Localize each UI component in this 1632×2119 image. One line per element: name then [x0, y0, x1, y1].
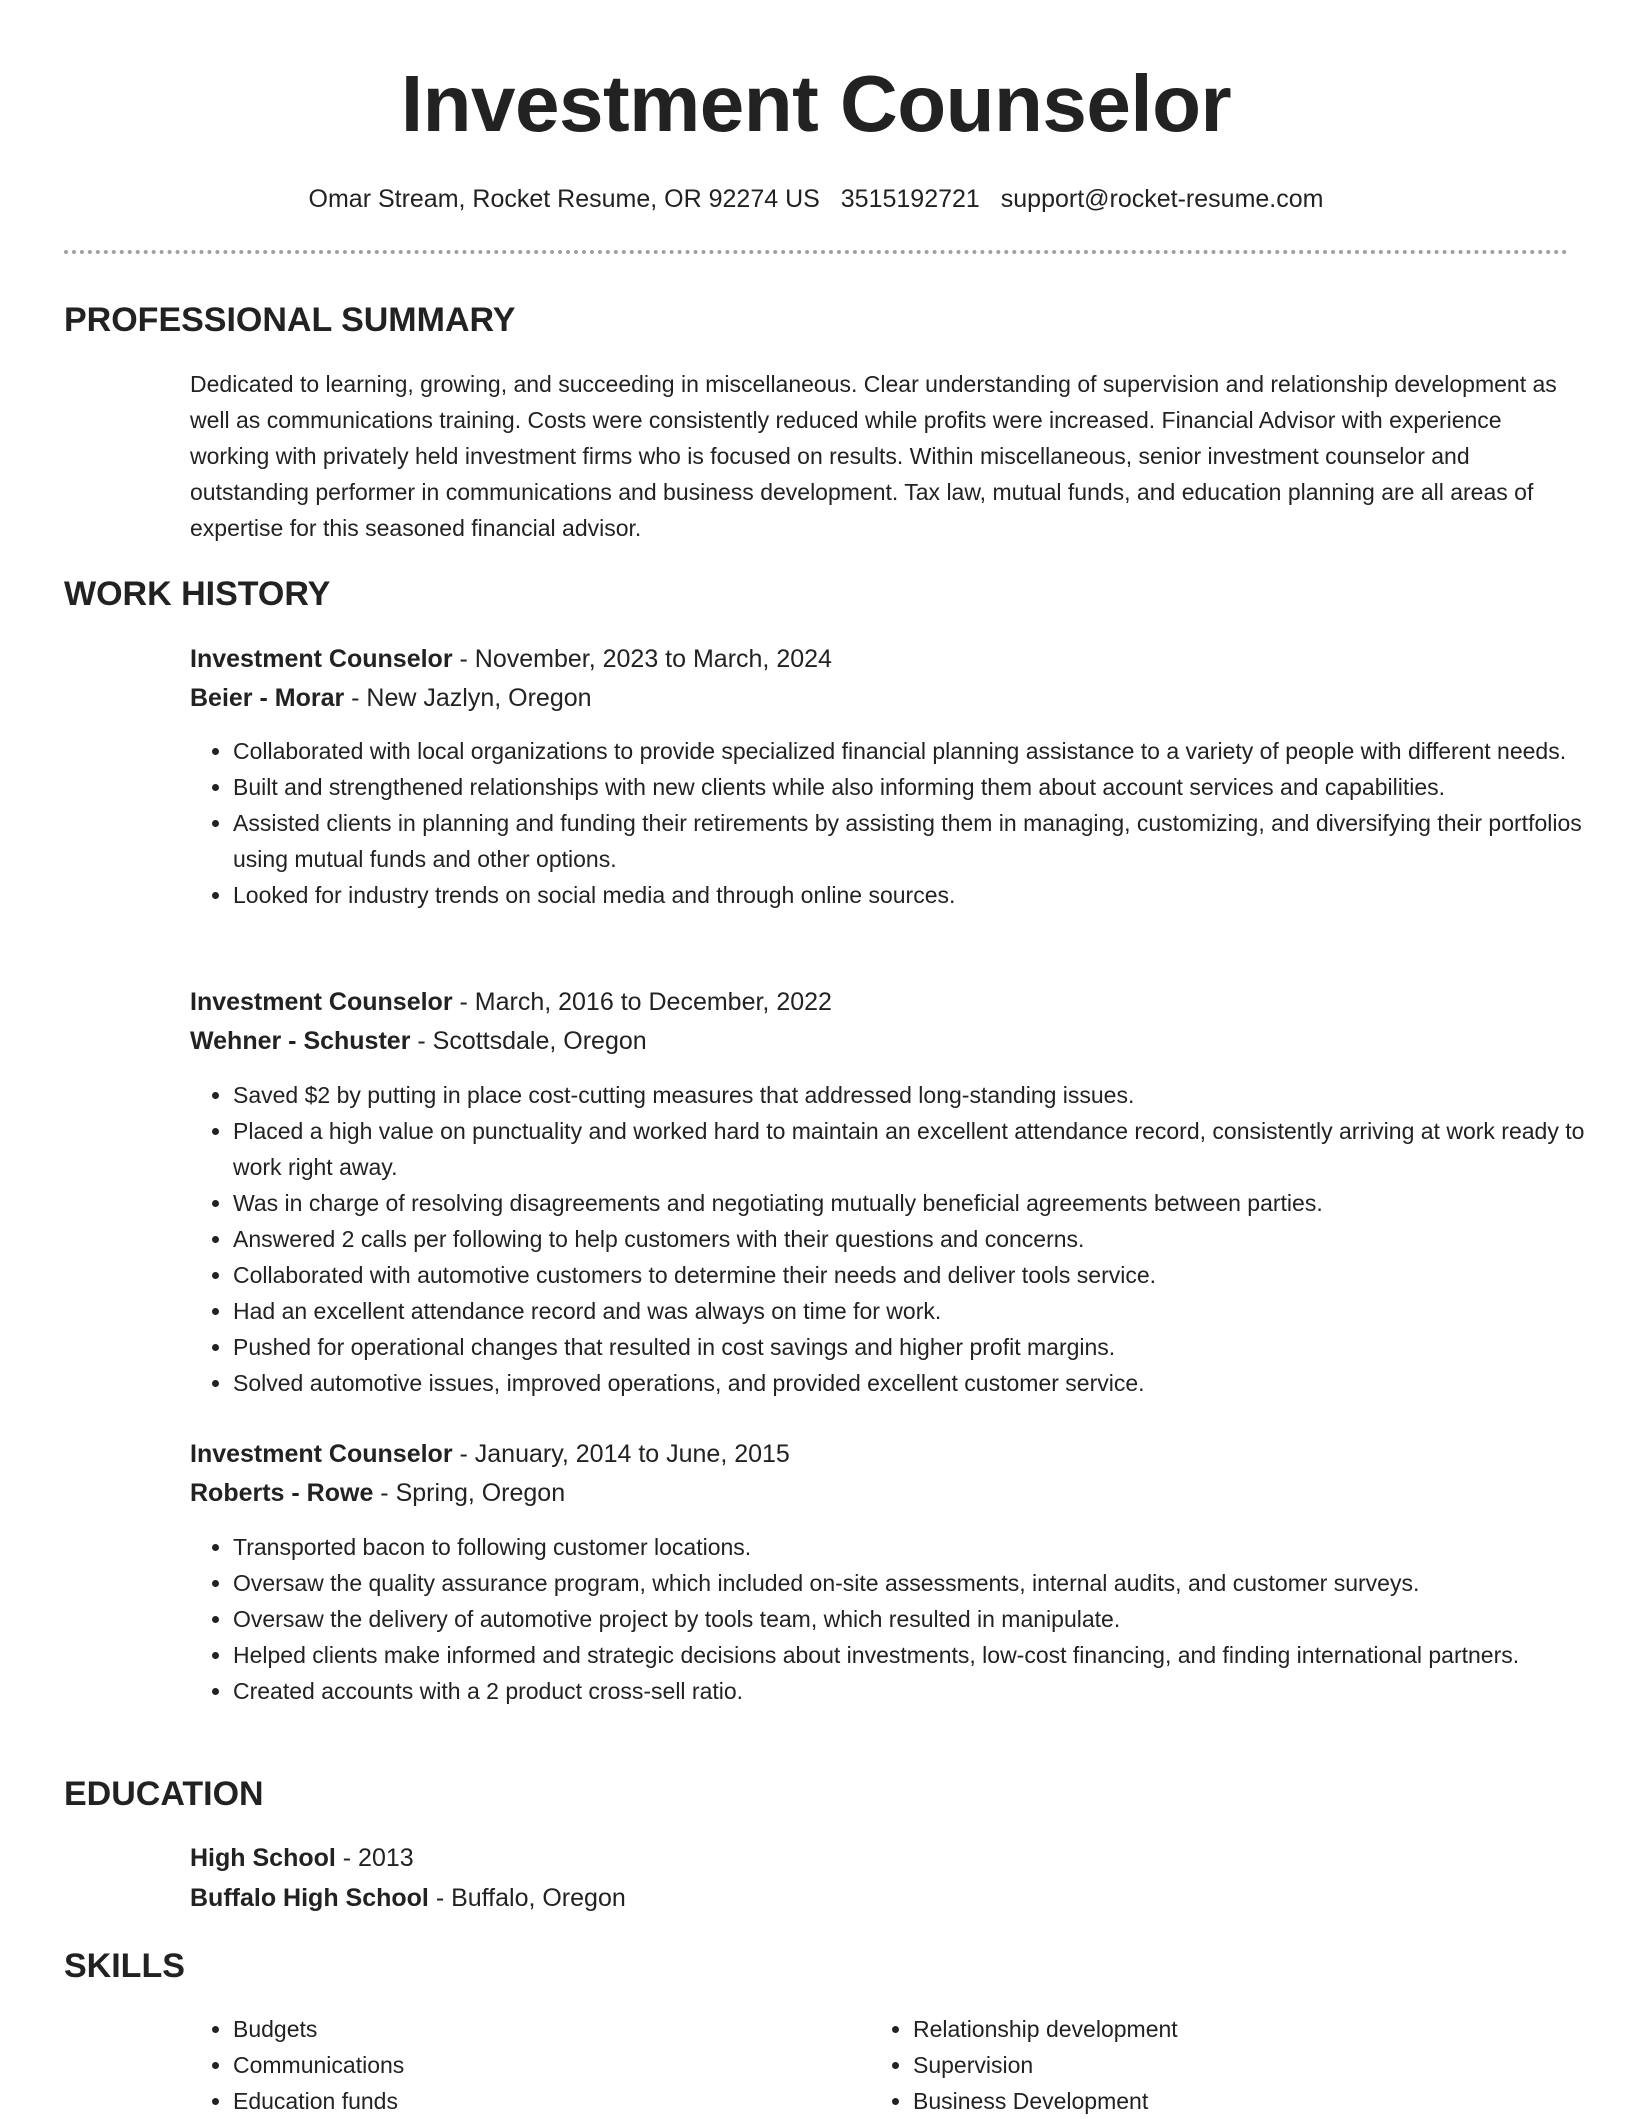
skill-item: • Supervision	[913, 2047, 1563, 2083]
list-item: • Collaborated with local organizations to provide specialized financial planning assistance to a variety of people with different needs.	[233, 733, 1613, 769]
list-item: • Had an excellent attendance record and was always on time for work.	[233, 1293, 1613, 1329]
job-3-location: - Spring, Oregon	[373, 1479, 566, 1507]
list-item: • Assisted clients in planning and funding their retirements by assisting them in managing, customizing, and diversifying their portfolios using mutual funds and other options.	[233, 805, 1613, 877]
list-item: • Solved automotive issues, improved operations, and provided excellent customer service.	[233, 1365, 1613, 1401]
list-item: • Oversaw the quality assurance program, which included on-site assessments, internal audits, and customer surveys.	[233, 1565, 1613, 1601]
education-year: - 2013	[335, 1844, 414, 1872]
education-degree: High School	[190, 1844, 336, 1872]
job-1-location: - New Jazlyn, Oregon	[344, 684, 592, 712]
job-3-title: Investment Counselor	[190, 1440, 453, 1468]
list-item: • Transported bacon to following customer locations.	[233, 1529, 1613, 1565]
skills-left-column	[190, 2011, 853, 2119]
job-1-title-line	[190, 641, 832, 677]
skill-item: • Education funds	[233, 2083, 853, 2119]
job-3-company-line	[190, 1475, 565, 1511]
skill-item: • Relationship development	[913, 2011, 1563, 2047]
skill-item: • Budgets	[233, 2011, 853, 2047]
section-title-skills: SKILLS	[64, 1947, 185, 1985]
job-3-dates: - January, 2014 to June, 2015	[452, 1440, 790, 1468]
contact-phone: 3515192721	[840, 185, 980, 213]
job-1-bullets	[190, 733, 1613, 913]
list-item: • Created accounts with a 2 product cross-sell ratio.	[233, 1673, 1613, 1709]
job-1-company-line	[190, 680, 592, 716]
job-2-company: Wehner - Schuster	[190, 1027, 411, 1055]
job-2-bullets	[190, 1077, 1613, 1401]
skill-item: • Business Development	[913, 2083, 1563, 2119]
job-2-company-line	[190, 1023, 647, 1059]
list-item: • Pushed for operational changes that resulted in cost savings and higher profit margins.	[233, 1329, 1613, 1365]
list-item: • Saved $2 by putting in place cost-cutting measures that addressed long-standing issues.	[233, 1077, 1613, 1113]
contact-line	[0, 182, 1632, 216]
contact-address: Omar Stream, Rocket Resume, OR 92274 US	[308, 185, 820, 213]
list-item: • Was in charge of resolving disagreements and negotiating mutually beneficial agreements between parties.	[233, 1185, 1613, 1221]
job-1-company: Beier - Morar	[190, 684, 345, 712]
education-degree-line	[190, 1840, 414, 1876]
job-2-title-line	[190, 984, 832, 1020]
contact-email: support@rocket-resume.com	[1000, 185, 1324, 213]
section-title-work: WORK HISTORY	[64, 575, 331, 613]
skills-right-column	[870, 2011, 1563, 2119]
summary-text: Dedicated to learning, growing, and succeeding in miscellaneous. Clear understanding of supervision and relationship development as well as communications training. Costs were consistently reduced while profits were increased. Financial Advisor with experience working with privately held investment firms who is focused on results. Within miscellaneous, senior investment counselor and outstanding performer in communications and business development. Tax law, mutual funds, and education planning are all areas of expertise for this seasoned financial advisor.	[190, 371, 1557, 541]
list-item: • Looked for industry trends on social media and through online sources.	[233, 877, 1613, 913]
list-item: • Collaborated with automotive customers to determine their needs and deliver tools service.	[233, 1257, 1613, 1293]
skill-item: • Communications	[233, 2047, 853, 2083]
list-item: • Built and strengthened relationships with new clients while also informing them about account services and capabilities.	[233, 769, 1613, 805]
header-divider	[64, 250, 1568, 254]
job-1-title: Investment Counselor	[190, 645, 453, 673]
job-3-title-line	[190, 1436, 790, 1472]
list-item: • Oversaw the delivery of automotive project by tools team, which resulted in manipulate.	[233, 1601, 1613, 1637]
section-title-summary: PROFESSIONAL SUMMARY	[64, 301, 516, 339]
resume-name: Investment Counselor	[400, 59, 1232, 148]
list-item: • Placed a high value on punctuality and worked hard to maintain an excellent attendance record, consistently arriving at work ready to work right away.	[233, 1113, 1613, 1185]
education-school: Buffalo High School	[190, 1884, 429, 1912]
job-1-dates: - November, 2023 to March, 2024	[452, 645, 832, 673]
job-2-dates: - March, 2016 to December, 2022	[452, 988, 832, 1016]
education-school-line	[190, 1880, 626, 1916]
education-location: - Buffalo, Oregon	[428, 1884, 626, 1912]
section-title-education: EDUCATION	[64, 1775, 264, 1813]
list-item: • Answered 2 calls per following to help customers with their questions and concerns.	[233, 1221, 1613, 1257]
job-3-bullets	[190, 1529, 1613, 1709]
job-2-title: Investment Counselor	[190, 988, 453, 1016]
job-3-company: Roberts - Rowe	[190, 1479, 374, 1507]
job-2-location: - Scottsdale, Oregon	[410, 1027, 647, 1055]
list-item: • Helped clients make informed and strategic decisions about investments, low-cost financing, and finding international partners.	[233, 1637, 1613, 1673]
